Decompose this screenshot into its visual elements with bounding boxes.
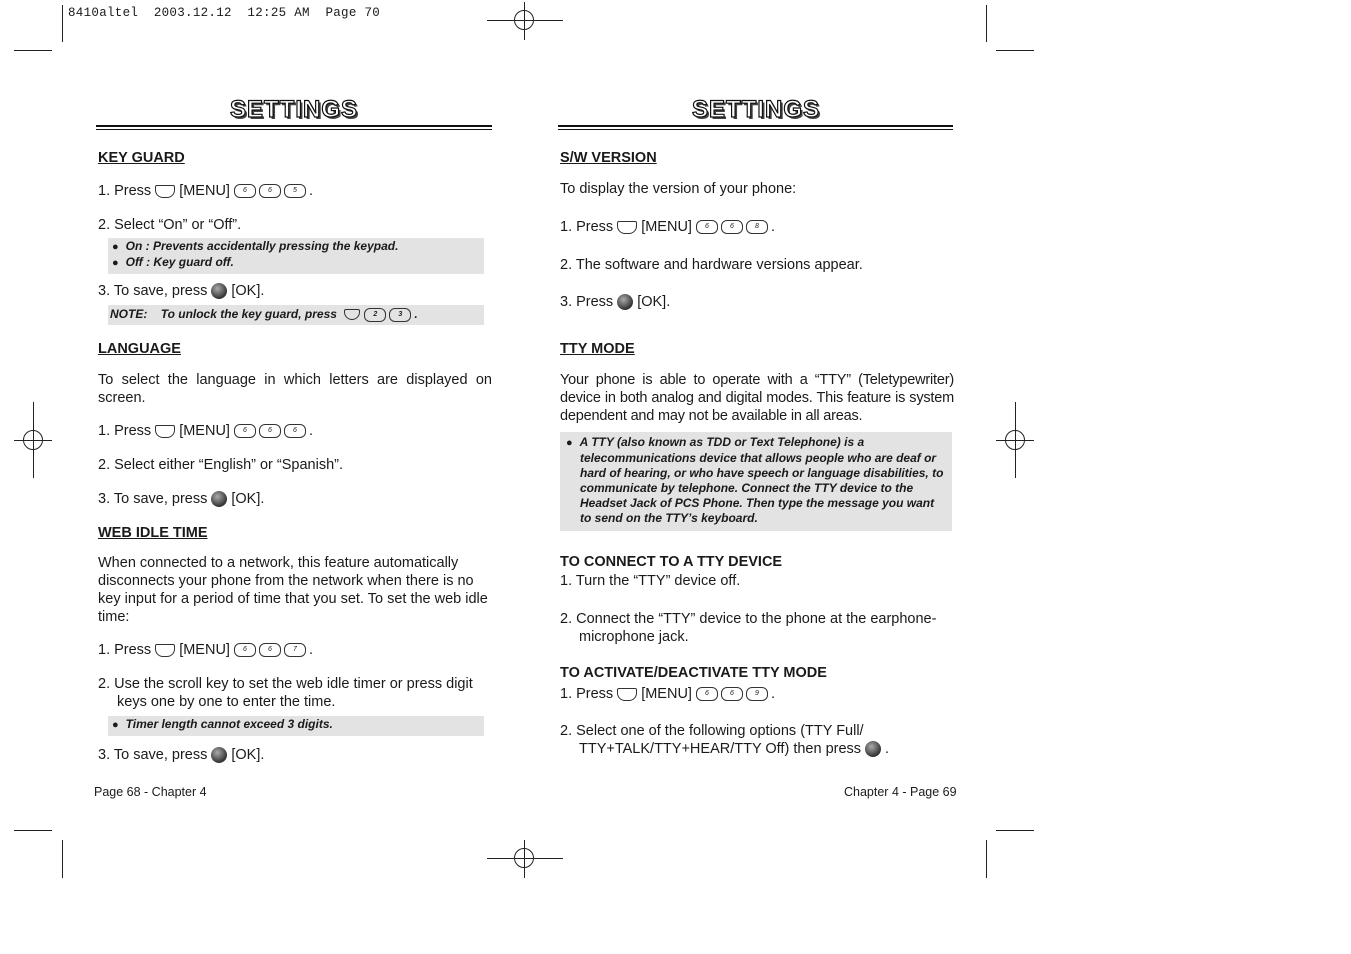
- key-3-icon: 3: [389, 308, 411, 322]
- crop-mark: [986, 5, 987, 42]
- ok-key-icon: [865, 741, 881, 757]
- note-box: [108, 238, 484, 274]
- page-footer: Page 68 - Chapter 4: [94, 785, 207, 799]
- bullet-item: ● On : Prevents accidentally pressing the keypad.: [112, 239, 476, 255]
- step-prefix: 1. Press: [560, 686, 614, 702]
- key-6-icon: 6: [696, 220, 718, 234]
- key-6-icon: 6: [696, 687, 718, 701]
- section-heading: TO CONNECT TO A TTY DEVICE: [560, 554, 783, 570]
- step: 2. Use the scroll key to set the web idle timer or press digit keys one by one to enter the time.: [98, 676, 473, 710]
- key-7-icon: 7: [284, 643, 306, 657]
- step: 2. Select either “English” or “Spanish”.: [98, 457, 343, 473]
- menu-label: [MENU]: [641, 219, 692, 235]
- ok-key-icon: [211, 747, 227, 763]
- key-9-icon: 9: [746, 687, 768, 701]
- key-6-icon: 6: [259, 184, 281, 198]
- ok-label: [OK].: [231, 747, 265, 763]
- bullet-item: ● A TTY (also known as TDD or Text Telephone) is a telecommunications device that allows people who are deaf or hard of hearing, or who have speech or language disabilities, to communicate by telephone. Connect the TTY device to the Headset Jack of PCS Phone. Then type the message you want to send on the TTY’s keyboard.: [566, 435, 946, 526]
- step: 2. Select one of the following options (TTY Full/ TTY+TALK/TTY+HEAR/TTY Off) then press .: [560, 723, 890, 757]
- ok-key-icon: [617, 294, 633, 310]
- menu-label: [MENU]: [179, 183, 230, 199]
- step: [98, 490, 492, 508]
- crop-mark: [62, 5, 63, 42]
- key-6-icon: 6: [234, 643, 256, 657]
- step: 1. Turn the “TTY” device off.: [560, 573, 741, 589]
- key-6-icon: 6: [234, 184, 256, 198]
- key-6-icon: 6: [234, 424, 256, 438]
- menu-key-icon: [344, 309, 360, 320]
- registration-circle-icon: [1005, 430, 1025, 450]
- step-prefix: 3. Press: [560, 294, 614, 310]
- key-8-icon: 8: [746, 220, 768, 234]
- crop-mark: [986, 840, 987, 878]
- crop-mark: [62, 840, 63, 878]
- ok-label: [OK].: [231, 491, 265, 507]
- key-6-icon: 6: [284, 424, 306, 438]
- crop-mark: [996, 50, 1034, 51]
- step: 1. Press [MENU] 6 6 9 .: [560, 686, 775, 702]
- ok-key-icon: [211, 491, 227, 507]
- menu-key-icon: [617, 221, 637, 234]
- note-text: To unlock the key guard, press: [160, 307, 337, 321]
- note-box: NOTE: To unlock the key guard, press 2 3 .: [108, 305, 484, 325]
- step: 2. Connect the “TTY” device to the phone at the earphone-microphone jack.: [560, 611, 937, 645]
- key-6-icon: 6: [721, 687, 743, 701]
- print-header: 8410altel 2003.12.12 12:25 AM Page 70: [68, 6, 381, 20]
- crop-mark: [14, 50, 52, 51]
- intro-text: When connected to a network, this feature automatically disconnects your phone from the network when there is no key input for a period of time that you set. To set the web idle time:: [98, 555, 488, 625]
- intro-text: Your phone is able to operate with a “TTY” (Teletypewriter) device in both analog and digital modes. This feature is system dependent and may not be available in all areas.: [560, 372, 954, 424]
- title-rule: [96, 129, 492, 130]
- key-5-icon: 5: [284, 184, 306, 198]
- step: [98, 746, 492, 764]
- section-heading: LANGUAGE: [98, 341, 181, 357]
- key-6-icon: 6: [721, 220, 743, 234]
- menu-label: [MENU]: [179, 423, 230, 439]
- step-prefix: 3. To save, press: [98, 747, 208, 763]
- menu-key-icon: [155, 425, 175, 438]
- step-prefix: 1. Press: [98, 183, 152, 199]
- menu-key-icon: [617, 688, 637, 701]
- step: 1. Press [MENU] 6 6 7 .: [98, 642, 313, 658]
- intro-text: To display the version of your phone:: [560, 181, 797, 197]
- bullet-item: ● Timer length cannot exceed 3 digits.: [112, 717, 476, 733]
- title-rule: [96, 125, 492, 127]
- crop-mark: [14, 830, 52, 831]
- left-column: [98, 149, 492, 764]
- menu-label: [MENU]: [179, 642, 230, 658]
- step: [98, 282, 492, 300]
- step: 1. Press [MENU] 6 6 6 .: [98, 423, 313, 439]
- page-title: SETTINGS: [691, 96, 820, 123]
- ok-label: [OK].: [637, 294, 671, 310]
- key-6-icon: 6: [259, 643, 281, 657]
- registration-circle-icon: [23, 430, 43, 450]
- step-prefix: 1. Press: [98, 423, 152, 439]
- title-rule: [558, 129, 953, 130]
- section-heading: WEB IDLE TIME: [98, 525, 208, 541]
- section-heading: TO ACTIVATE/DEACTIVATE TTY MODE: [560, 665, 827, 681]
- step-prefix: 1. Press: [98, 642, 152, 658]
- step: [560, 293, 954, 311]
- ok-label: [OK].: [231, 283, 265, 299]
- step-prefix: 3. To save, press: [98, 283, 208, 299]
- note-box: [108, 716, 484, 736]
- section-heading: KEY GUARD: [98, 150, 185, 166]
- step: 2. The software and hardware versions appear.: [560, 257, 863, 273]
- page-footer: Chapter 4 - Page 69: [844, 785, 957, 799]
- menu-key-icon: [155, 185, 175, 198]
- page-title: SETTINGS: [229, 96, 358, 123]
- menu-label: [MENU]: [641, 686, 692, 702]
- intro-text: To select the language in which letters are displayed on screen.: [98, 372, 492, 406]
- note-label: NOTE:: [110, 307, 148, 321]
- note-box: [560, 432, 952, 531]
- registration-circle-icon: [514, 10, 534, 30]
- menu-key-icon: [155, 644, 175, 657]
- section-heading: S/W VERSION: [560, 150, 657, 166]
- bullet-item: ● Off : Key guard off.: [112, 255, 476, 271]
- title-rule: [558, 125, 953, 127]
- key-6-icon: 6: [259, 424, 281, 438]
- step-text: 2. Select one of the following options (TTY Full/ TTY+TALK/TTY+HEAR/TTY Off) then press: [560, 723, 864, 757]
- step-prefix: 3. To save, press: [98, 491, 208, 507]
- step-prefix: 1. Press: [560, 219, 614, 235]
- section-heading: TTY MODE: [560, 341, 635, 357]
- crop-mark: [996, 830, 1034, 831]
- right-column: [560, 149, 954, 758]
- registration-circle-icon: [514, 848, 534, 868]
- step: 2. Select “On” or “Off”.: [98, 217, 242, 233]
- ok-key-icon: [211, 283, 227, 299]
- key-2-icon: 2: [364, 308, 386, 322]
- step: 1. Press [MENU] 6 6 5 .: [98, 183, 313, 199]
- step: 1. Press [MENU] 6 6 8 .: [560, 219, 775, 235]
